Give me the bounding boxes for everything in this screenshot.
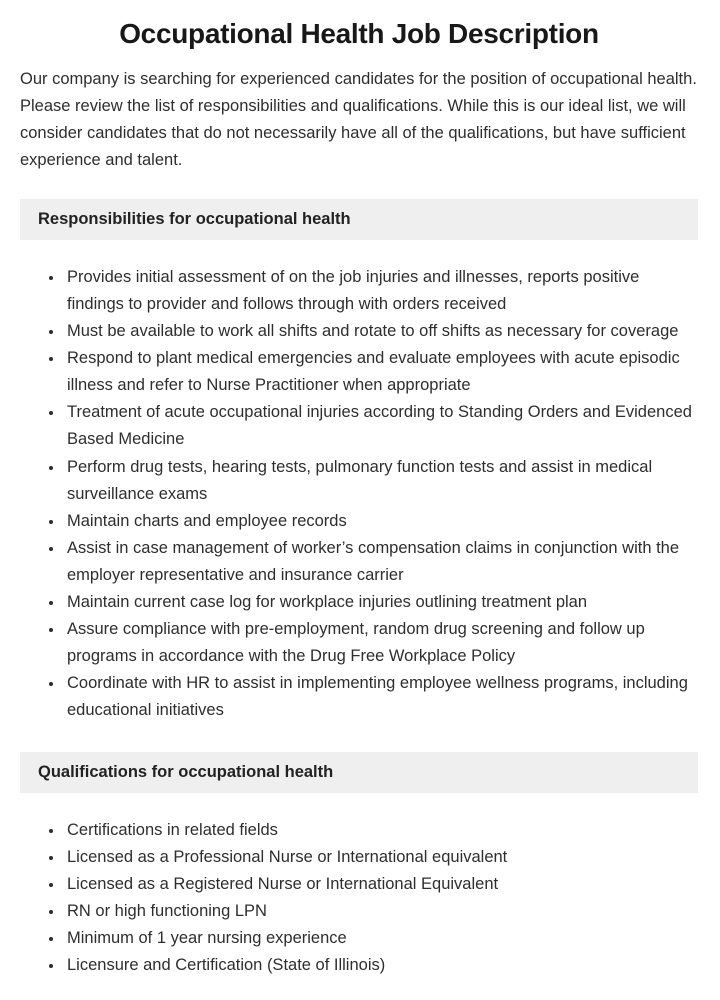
responsibilities-list — [20, 264, 698, 724]
list-item: • Must be available to work all shifts and rotate to off shifts as necessary for coverage — [64, 318, 698, 345]
list-item: • Licensed as a Registered Nurse or International Equivalent — [64, 871, 698, 898]
list-item: • Maintain charts and employee records — [64, 508, 698, 535]
intro-paragraph: Our company is searching for experienced candidates for the position of occupational health. Please review the list of responsibilities and qualifications. While this is our ideal list, we will consider candidates that do not necessarily have all of the qualifications, but have sufficient experience and talent. — [20, 70, 697, 170]
list-item: • Licensure and Certification (State of Illinois) — [64, 952, 698, 979]
list-item: • Maintain current case log for workplace injuries outlining treatment plan — [64, 589, 698, 616]
list-item: • Minimum of 1 year nursing experience — [64, 925, 698, 952]
section-heading-text: Responsibilities for occupational health — [38, 210, 351, 229]
page-title: Occupational Health Job Description — [119, 18, 599, 49]
list-item: • Coordinate with HR to assist in implementing employee wellness programs, including educational initiatives — [64, 670, 698, 724]
section-header-qualifications — [20, 752, 698, 793]
list-item: • Perform drug tests, hearing tests, pulmonary function tests and assist in medical surveillance exams — [64, 454, 698, 508]
list-item: • Respond to plant medical emergencies and evaluate employees with acute episodic illness and refer to Nurse Practitioner when appropriate — [64, 345, 698, 399]
section-heading-text: Qualifications for occupational health — [38, 762, 334, 781]
list-item: • RN or high functioning LPN — [64, 898, 698, 925]
list-item: • Provides initial assessment of on the job injuries and illnesses, reports positive findings to provider and follows through with orders received — [64, 264, 698, 318]
section-header-responsibilities — [20, 199, 698, 240]
qualifications-list — [20, 817, 698, 979]
list-item: • Certifications in related fields — [64, 817, 698, 844]
list-item: • Licensed as a Professional Nurse or International equivalent — [64, 844, 698, 871]
list-item: • Assist in case management of worker’s compensation claims in conjunction with the employer representative and insurance carrier — [64, 535, 698, 589]
list-item: • Assure compliance with pre-employment, random drug screening and follow up programs in accordance with the Drug Free Workplace Policy — [64, 616, 698, 670]
list-item: • Treatment of acute occupational injuries according to Standing Orders and Evidenced Based Medicine — [64, 399, 698, 453]
